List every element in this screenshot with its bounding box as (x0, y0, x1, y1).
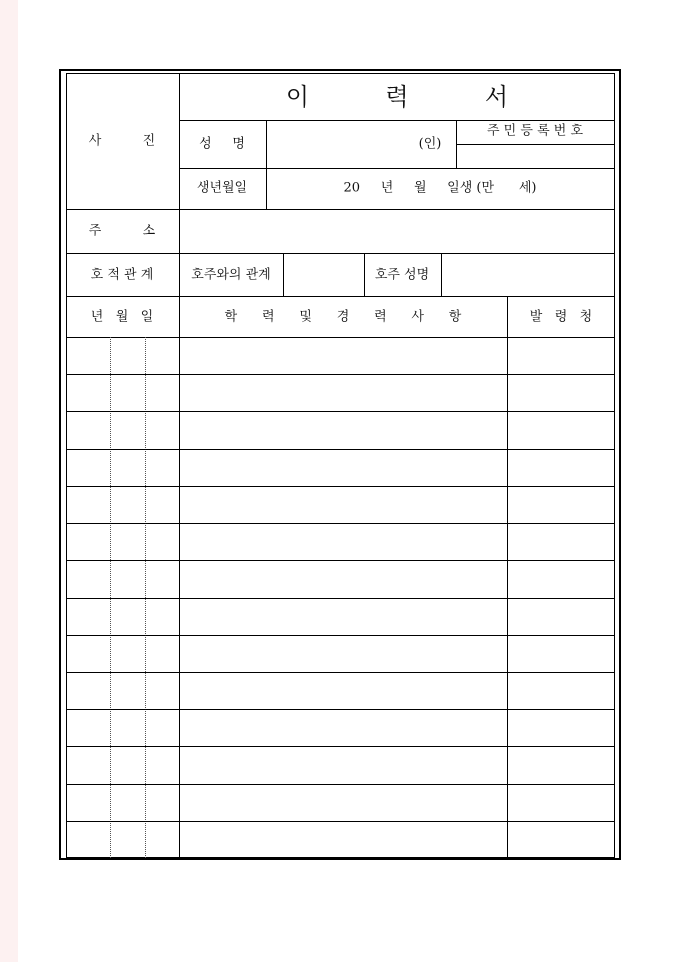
history-row[interactable] (67, 599, 614, 635)
history-row[interactable] (67, 561, 614, 597)
name-label: 성 명 (199, 136, 245, 152)
history-row[interactable] (67, 822, 614, 858)
head-name-label-left (364, 253, 365, 296)
history-row[interactable] (67, 450, 614, 486)
family-row-bottom (66, 296, 615, 297)
form-title: 이 력 서 (285, 83, 509, 111)
history-row[interactable] (67, 338, 614, 374)
history-row[interactable] (67, 375, 614, 411)
issuer-column-header: 발 령 청 (529, 309, 593, 325)
head-name-label: 호주 성명 (374, 267, 430, 283)
seal-mark: (인) (418, 136, 442, 152)
resident-number-field[interactable] (457, 145, 614, 168)
family-relation-label: 호 적 관 계 (90, 267, 154, 283)
address-label: 주 소 (88, 223, 156, 239)
history-row[interactable] (67, 673, 614, 709)
photo-area[interactable] (67, 74, 179, 209)
history-row[interactable] (67, 710, 614, 746)
history-row[interactable] (67, 747, 614, 783)
resident-number-label: 주 민 등 록 번 호 (486, 123, 584, 139)
name-row-bottom (179, 168, 615, 169)
birthdate-label: 생년월일 (196, 180, 248, 196)
history-row[interactable] (67, 785, 614, 821)
address-field[interactable] (180, 210, 614, 253)
birthdate-template: 20 년 월 일생 (만 세) (343, 180, 537, 196)
name-field[interactable] (267, 121, 456, 168)
details-column-header: 학 력 및 경 력 사 항 (224, 309, 462, 325)
history-row[interactable] (67, 487, 614, 523)
head-relation-field[interactable] (284, 254, 364, 296)
head-relation-label: 호주와의 관계 (191, 267, 271, 283)
date-column-header: 년 월 일 (90, 309, 154, 325)
history-row[interactable] (67, 412, 614, 448)
history-row[interactable] (67, 636, 614, 672)
history-row[interactable] (67, 524, 614, 560)
head-name-field[interactable] (442, 254, 614, 296)
photo-label: 사 진 (88, 133, 156, 149)
